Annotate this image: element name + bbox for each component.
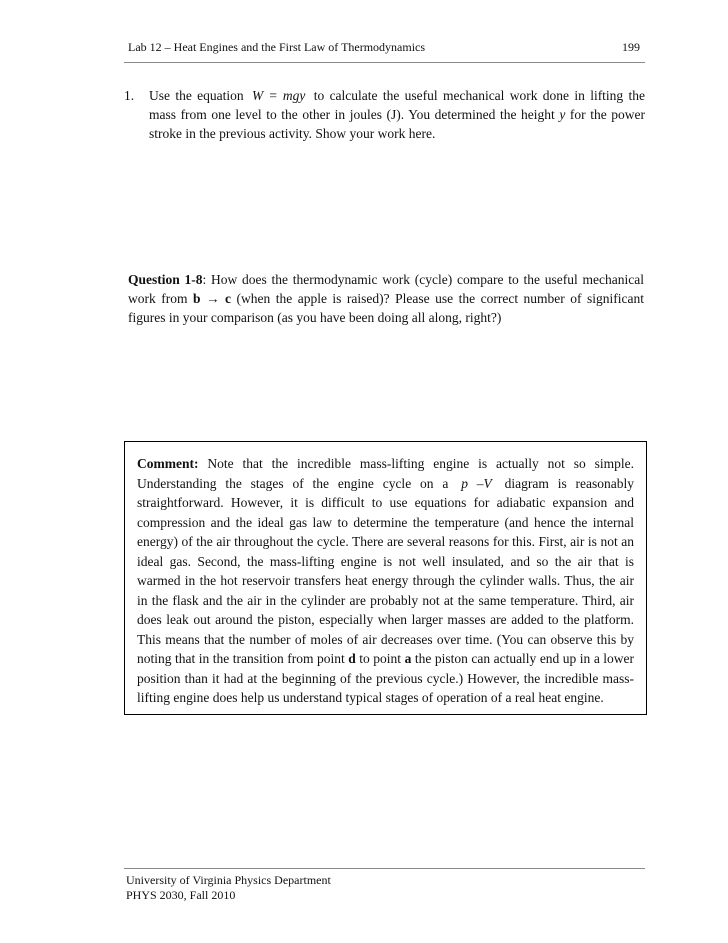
comment-label: Comment: bbox=[137, 456, 199, 471]
point-d: d bbox=[348, 651, 356, 666]
height-variable: y bbox=[559, 107, 566, 122]
question-1-8 bbox=[128, 270, 644, 327]
comment-box bbox=[124, 441, 647, 715]
activity-item-1 bbox=[124, 86, 645, 143]
header-title: Lab 12 – Heat Engines and the First Law of Thermodynamics bbox=[128, 40, 426, 54]
comment-text-d: the piston can actually end up in a lower position than it had at the beginning of the previous cycle.) However, the incredible mass-lifting engine does help us understand typical stages of operation of a real heat engine. bbox=[137, 651, 635, 705]
footer-course: PHYS 2030, Fall 2010 bbox=[126, 888, 236, 902]
question-text-a: : How does the thermodynamic work (cycle) compare to the useful mechanical work from bbox=[128, 272, 644, 306]
comment-text-a: Note that the incredible mass-lifting engine is actually not so simple. Understanding the stages of the engine cycle on a bbox=[137, 456, 635, 491]
comment-text bbox=[137, 454, 634, 708]
item-text bbox=[149, 86, 645, 143]
item-text-b: to calculate the useful mechanical work done in lifting the mass from one level to the other in joules (J). You determined the height bbox=[149, 88, 645, 122]
question-text-b: (when the apple is raised)? Please use the correct number of significant figures in your comparison (as you have been doing all along, right?) bbox=[128, 291, 645, 325]
page-header bbox=[128, 40, 640, 55]
comment-text-b: diagram is reasonably straightforward. However, it is difficult to use equations for adiabatic expansion and compression and the ideal gas law to determine the temperature (and hence the internal energy) of the air throughout the cycle. There are several reasons for this. First, air is not an ideal gas. Second, the mass-lifting engine is not well insulated, and so the air that is warmed in the hot reservoir transfers heat energy through the cylinder walls. Thus, the air in the flask and the air in the cylinder are probably not at the same temperature. Third, air does leak out around the piston, especially when larger masses are added to the platform. This means that the number of moles of air decreases over time. (You can observe this by noting that in the transition from point bbox=[137, 475, 635, 666]
comment-text-c: to point bbox=[359, 651, 402, 666]
page-number: 199 bbox=[622, 40, 640, 54]
point-a: a bbox=[404, 651, 412, 666]
transition-label: b → c bbox=[192, 291, 231, 306]
work-equation: W = mgy bbox=[251, 88, 306, 103]
item-text-c: for the power stroke in the previous activity. Show your work here. bbox=[149, 107, 646, 141]
pv-diagram-label: p –V bbox=[461, 475, 492, 491]
question-label: Question 1-8 bbox=[128, 272, 203, 287]
footer-department: University of Virginia Physics Department bbox=[126, 873, 331, 887]
header-divider bbox=[124, 62, 645, 63]
item-number: 1. bbox=[124, 88, 135, 103]
footer-divider bbox=[124, 868, 645, 869]
page-footer bbox=[126, 873, 331, 903]
item-text-a: Use the equation bbox=[149, 88, 244, 103]
